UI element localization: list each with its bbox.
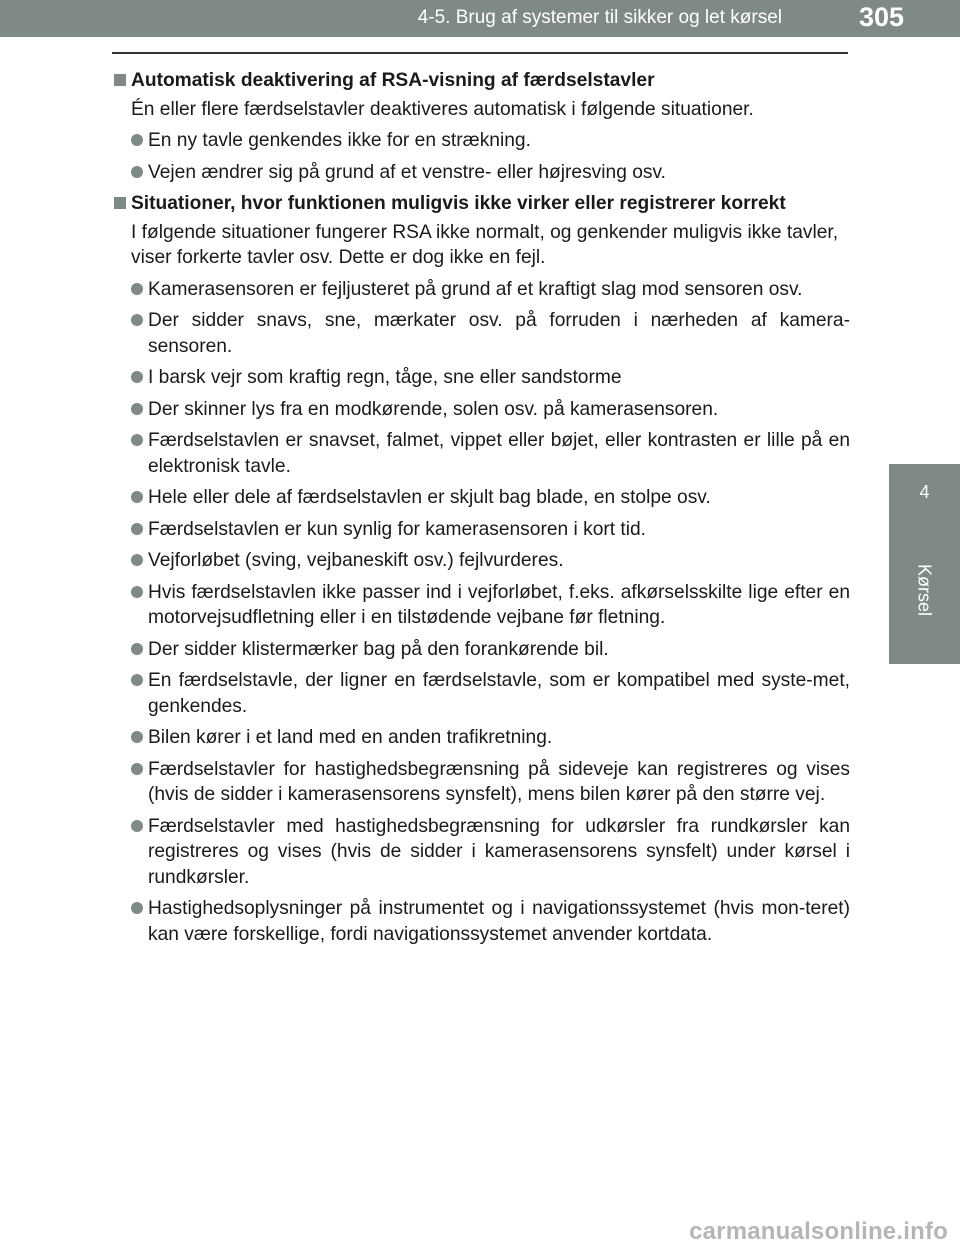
list-item-text: Vejen ændrer sig på grund af et venstre- eller højresving osv.	[148, 161, 666, 183]
circle-bullet-icon	[131, 283, 143, 295]
circle-bullet-icon	[131, 554, 143, 566]
list-item-text: En færdselstavle, der ligner en færdselstavle, som er kompatibel med syste-met, genkendes.	[148, 670, 850, 717]
list-item-text: Færdselstavlen er kun synlig for kamerasensoren i kort tid.	[148, 518, 647, 540]
circle-bullet-icon	[131, 643, 143, 655]
section-heading-text: Automatisk deaktivering af RSA-visning af færdselstavler	[131, 70, 655, 91]
section-heading	[114, 191, 850, 217]
circle-bullet-icon	[131, 134, 143, 146]
list-item	[114, 485, 850, 511]
list-item	[114, 757, 850, 808]
list-item	[114, 160, 850, 186]
list-item-text: Der skinner lys fra en modkørende, solen osv. på kamerasensoren.	[148, 398, 719, 420]
divider	[112, 52, 848, 54]
list-item-text: Hastighedsoplysninger på instrumentet og i navigationssystemet (hvis mon-teret) kan være forskellige, fordi navigationssystemet anvender kortdata.	[148, 898, 850, 945]
list-item	[114, 517, 850, 543]
list-item	[114, 428, 850, 479]
list-item	[114, 365, 850, 391]
section-title: 4-5. Brug af systemer til sikker og let kørsel	[417, 7, 782, 28]
page-number: 305	[858, 2, 904, 32]
circle-bullet-icon	[131, 731, 143, 743]
circle-bullet-icon	[131, 491, 143, 503]
list-item-text: Kamerasensoren er fejljusteret på grund af et kraftigt slag mod sensoren osv.	[148, 278, 803, 300]
circle-bullet-icon	[131, 403, 143, 415]
list-item-text: Færdselstavler for hastighedsbegrænsning på sideveje kan registreres og vises (hvis de sidder i kamerasensorens synsfelt), mens bilen kører på den større vej.	[148, 758, 850, 805]
circle-bullet-icon	[131, 314, 143, 326]
list-item-text: Bilen kører i et land med en anden trafikretning.	[148, 727, 553, 748]
section-intro: Én eller flere færdselstavler deaktiveres automatisk i følgende situationer.	[131, 98, 754, 120]
list-item-text: Der sidder klistermærker bag på den forankørende bil.	[148, 638, 609, 660]
section-heading	[114, 68, 850, 94]
list-item-text: Vejforløbet (sving, vejbaneskift osv.) fejlvurderes.	[148, 550, 564, 571]
list-item-text: Der sidder snavs, sne, mærkater osv. på forruden i nærheden af kamera-sensoren.	[148, 310, 850, 357]
list-item	[114, 637, 850, 663]
circle-bullet-icon	[131, 902, 143, 914]
circle-bullet-icon	[131, 523, 143, 535]
list-item-text: Hele eller dele af færdselstavlen er skjult bag blade, en stolpe osv.	[148, 487, 711, 508]
list-item-text: En ny tavle genkendes ikke for en strækning.	[148, 130, 531, 151]
circle-bullet-icon	[131, 820, 143, 832]
list-item	[114, 548, 850, 574]
list-item-text: Hvis færdselstavlen ikke passer ind i vejforløbet, f.eks. afkørselsskilte lige efter en motorvejsudfletning eller i en tilstødende vejbane før fletning.	[148, 581, 850, 628]
list-item	[114, 580, 850, 631]
list-item	[114, 308, 850, 359]
list-item	[114, 397, 850, 423]
square-bullet-icon	[114, 74, 126, 86]
circle-bullet-icon	[131, 586, 143, 598]
list-item-text: I barsk vejr som kraftig regn, tåge, sne eller sandstorme	[148, 367, 622, 388]
list-item	[114, 725, 850, 751]
section-intro: I følgende situationer fungerer RSA ikke normalt, og genkender muligvis ikke tavler, viser forkerte tavler osv. Dette er dog ikke en fejl.	[131, 221, 839, 268]
circle-bullet-icon	[131, 371, 143, 383]
list-item-text: Færdselstavler med hastighedsbegrænsning for udkørsler fra rundkørsler kan registreres og vises (hvis de sidder i kamerasensorens synsfelt) under kørsel i rundkørsler.	[148, 815, 850, 888]
list-item	[114, 128, 850, 154]
watermark: carmanualsonline.info	[689, 1218, 948, 1245]
circle-bullet-icon	[131, 166, 143, 178]
list-item	[114, 896, 850, 947]
chapter-number: 4	[919, 482, 930, 502]
list-item	[114, 668, 850, 719]
list-item-text: Færdselstavlen er snavset, falmet, vippet eller bøjet, eller kontrasten er lille på en elektronisk tavle.	[148, 430, 850, 477]
square-bullet-icon	[114, 197, 126, 209]
circle-bullet-icon	[131, 434, 143, 446]
section-heading-text: Situationer, hvor funktionen muligvis ikke virker eller registrerer korrekt	[131, 193, 786, 214]
page-content	[114, 65, 850, 947]
circle-bullet-icon	[131, 763, 143, 775]
chapter-label: Kørsel	[914, 563, 935, 617]
list-item	[114, 814, 850, 891]
list-item	[114, 277, 850, 303]
circle-bullet-icon	[131, 674, 143, 686]
